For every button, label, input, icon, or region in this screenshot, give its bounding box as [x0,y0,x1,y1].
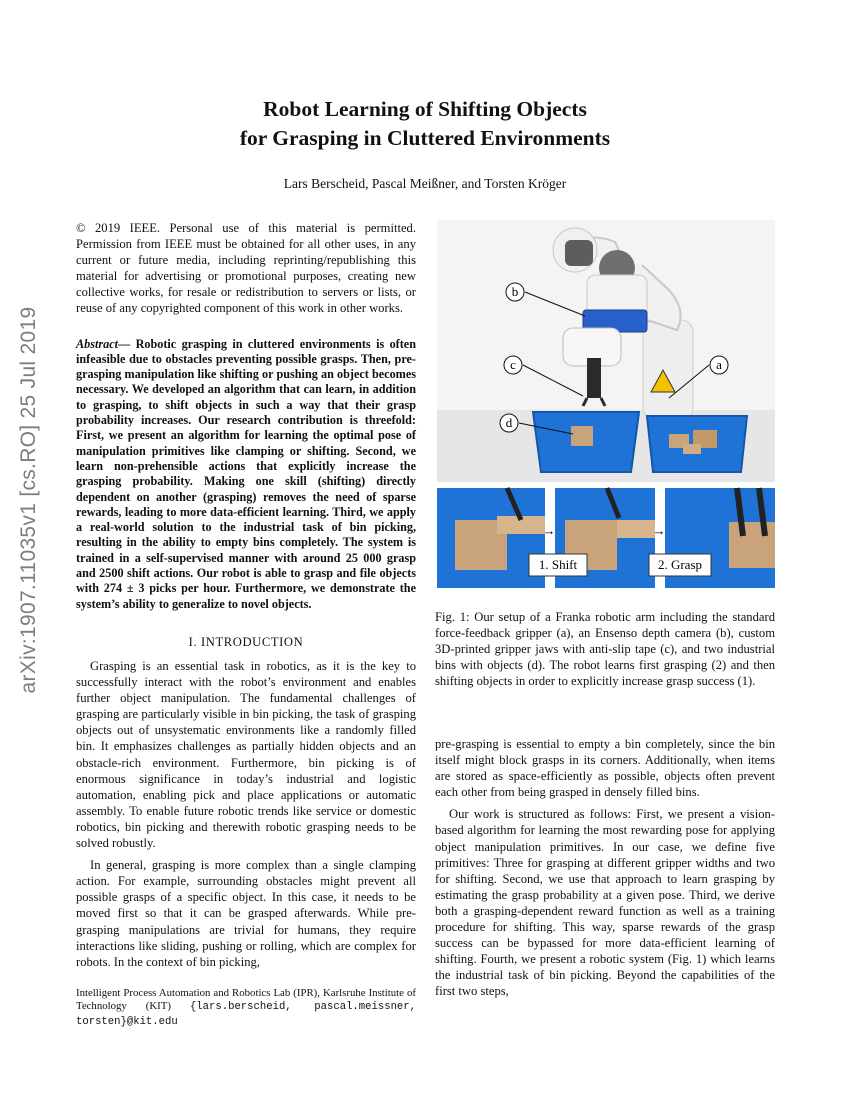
right-column [435,736,775,1000]
footnote-emails: {lars.berscheid, pascal.meissner, torsten}@kit.edu [76,1001,416,1028]
gripper-jaws [587,358,601,398]
copyright-notice: © 2019 IEEE. Personal use of this material is permitted. Permission from IEEE must be obtained for all other uses, in any current or future media, including reprinting/republishing this material for advertising or promotional purposes, creating new collective works, for resale or redistribution to servers or lists, or reuse of any copyrighted component of this work in other works. [76,221,416,316]
abstract [76,337,416,612]
label-c: c [510,357,516,372]
panel-3-block [729,522,775,568]
label-d: d [505,415,513,430]
step-label-grasp: 2. Grasp [657,557,703,572]
label-a: a [716,357,722,372]
figure-caption: Fig. 1: Our setup of a Franka robotic arm including the standard force-feedback gripper (a), an Ensenso depth camera (b), custom 3D-printed gripper jaws with anti-slip tape (c), and two industrial bins with objects (d). The robot learns first grasping (2) and then shifting objects in order to explicitly increase grasp success (1). [435,609,775,688]
wood-block-left [571,426,593,446]
abstract-label: Abstract [76,336,118,351]
arrow-1: → [542,523,556,538]
robot-joint-cap [565,240,593,266]
figure-1 [437,220,775,588]
title-line-1: Robot Learning of Shifting Objects [263,97,587,121]
paper-title [0,95,850,153]
footnote [76,987,416,1029]
arxiv-identifier: arXiv:1907.11035v1 [cs.RO] 25 Jul 2019 [17,306,40,694]
right-paragraph-1: pre-grasping is essential to empty a bin completely, since the bin itself might block grasps in its corners. Additionally, when items are stored as space-efficiently as possible, objects often prevent each other from being grasped in densely filled bins. [435,737,775,800]
arxiv-sidebar [0,0,58,1100]
step-label-shift: 1. Shift [538,557,578,572]
intro-paragraph-1: Grasping is an essential task in robotics, as it is the key to successfully interact with the robot’s environment and enables further object manipulation. The fundamental challenges of grasping are particularly visible in bin picking, the task of grasping objects out of unsystematic environments like a randomly filled bin. It emphasizes challenges as partially hidden objects and an obstacle-rich environment. Furthermore, bin picking is of enormous significance in today’s industrial and logistic automation, enabling pick and place applications or automatic assembly. To enable future robotic trends like service or domestic robotics, bin picking and therewith robotic grasping needs to be solved robustly. [76,659,416,851]
label-b: b [511,284,519,299]
robot-base [643,320,693,420]
left-column [76,220,416,970]
arrow-2: → [652,523,666,538]
right-paragraph-2: Our work is structured as follows: First, we present a vision-based algorithm for learning the most rewarding pose for applying object manipulation primitives. In our case, we define five primitives: Three for grasping at different gripper widths and two for shifting. Second, we use that approach to learn grasping by estimating the grasp probability at a given pose. Third, we derive both a grasping-dependent reward function as well as a training procedure for shifting. This way, sparse rewards of the grasp success can be bypassed for more data-efficient learning of shifting. Fourth, we present a robotic system (Fig. 1) which learns the industrial task of bin picking. Beyond the capabilities of the first two steps, [435,807,775,999]
section-heading: I. INTRODUCTION [188,634,304,649]
title-line-2: for Grasping in Cluttered Environments [239,126,611,150]
intro-paragraph-2: In general, grasping is more complex than a single clamping action. For example, surrounding obstacles might prevent all possible grasps of a specific object. In this case, it needs to be moved first so that it can be grasped afterwards. While pre-grasping manipulations are trivial for humans, they require interactions like sliding, pushing or rolling, which are complex for robots. In the context of bin picking, [76,858,416,969]
wood-block-right-3 [683,444,701,454]
footnote-affiliation: Intelligent Process Automation and Robotics Lab (IPR), Karlsruhe Institute of Technology (KIT) [76,987,416,1013]
abstract-text: — Robotic grasping in cluttered environments is often infeasible due to obstacles preventing possible grasps. Then, pre-grasping manipulation like shifting or pushing an object becomes necessary. We developed an algorithm that can learn, in addition to grasping, to shift objects in such a way that their grasp probability increases. Our research contribution is threefold: First, we present an algorithm for learning the optimal pose of manipulation primitives like clamping or shifting. Second, we learn non-prehensible actions that explicitly increase the grasping probability. Making one skill (shifting) directly dependent on another (grasping) removes the need of sparse rewards, leading to more data-efficient learning. Third, we apply a real-world solution to the industrial task of bin picking, resulting in the ability to empty bins completely. The system is trained in a self-supervised manner with around 25 000 grasp and 2500 shift actions. Our robot is able to grasp and file objects with 274 ± 3 picks per hour. Furthermore, we demonstrate the system’s ability to generalize to novel objects. [76,336,416,611]
author-list: Lars Berscheid, Pascal Meißner, and Torsten Kröger [283,176,567,191]
panel-2-obstacle [617,520,655,538]
